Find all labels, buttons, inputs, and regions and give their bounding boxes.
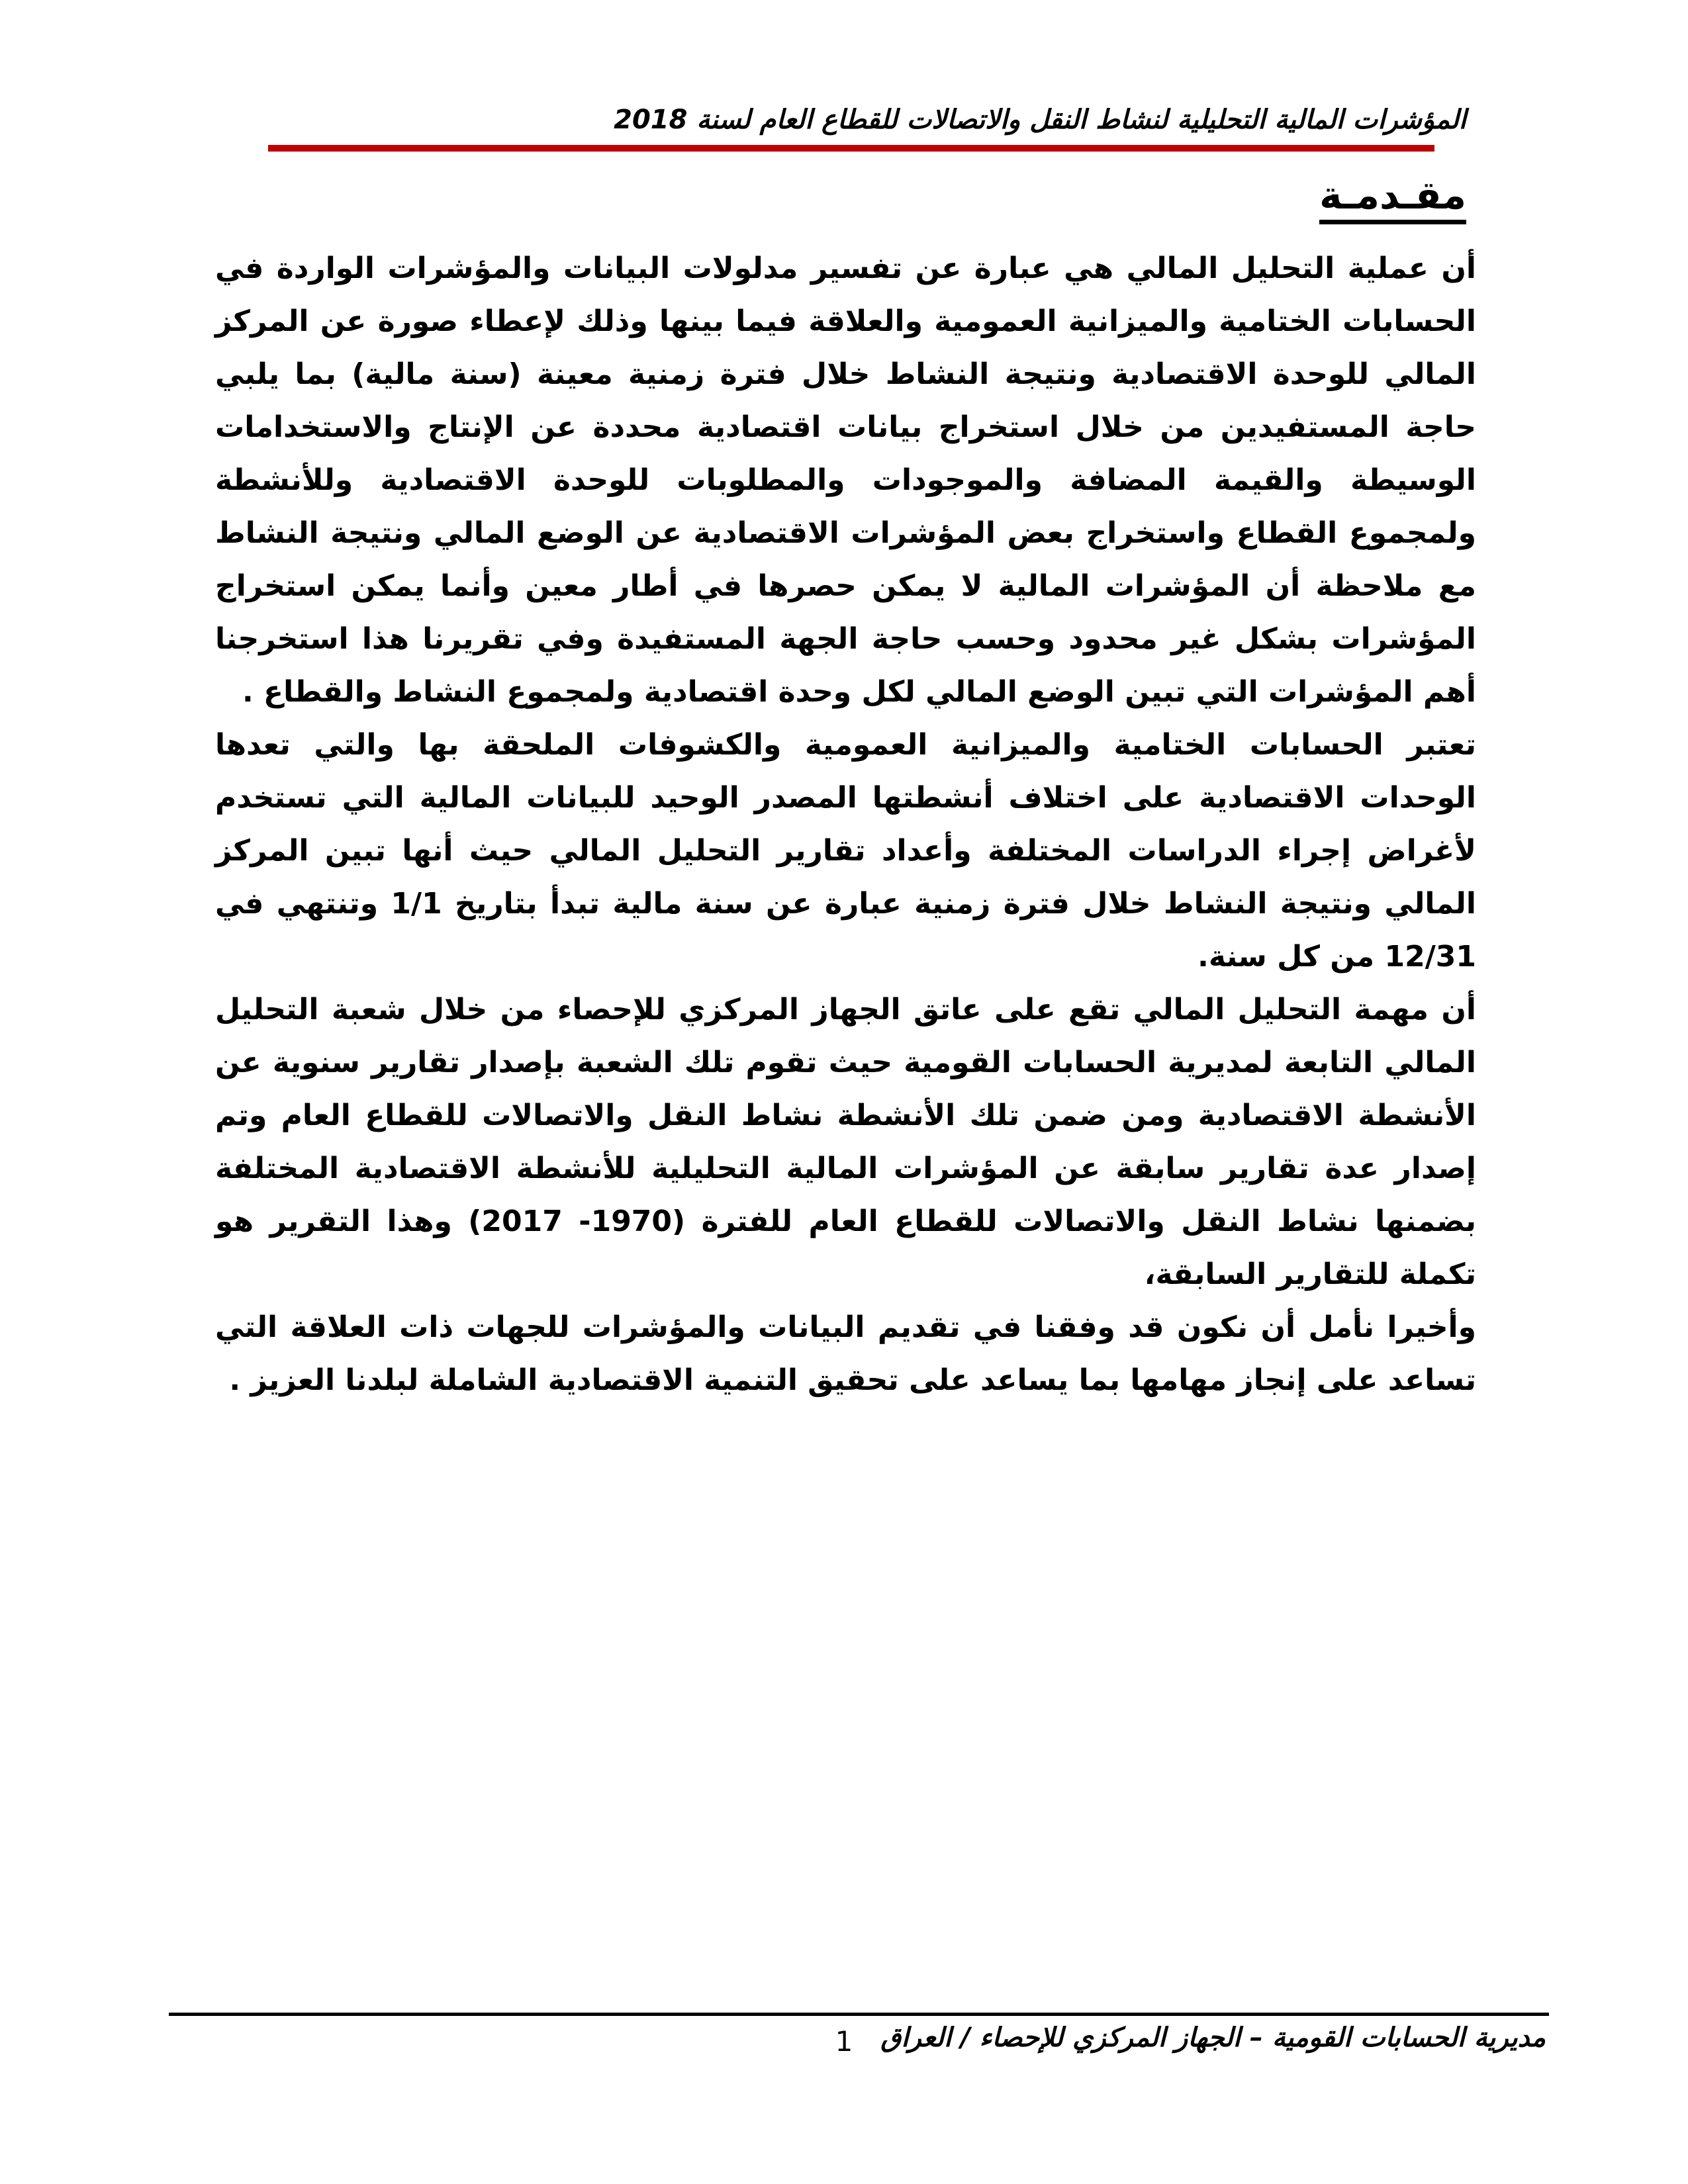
section-heading-text: مقـدمـة — [1319, 173, 1466, 224]
section-heading — [1319, 173, 1466, 224]
header-title: المؤشرات المالية التحليلية لنشاط النقل والاتصالات للقطاع العام لسنة 2018 — [614, 105, 1466, 135]
document-body — [215, 242, 1476, 1407]
footer-organization: مديرية الحسابات القومية – الجهاز المركزي للإحصاء / العراق — [880, 2023, 1546, 2053]
paragraph-intro: أن عملية التحليل المالي هي عبارة عن تفسير مدلولات البيانات والمؤشرات الواردة في الحسابات الختامية والميزانية العمومية والعلاقة فيما بينها وذلك لإعطاء صورة عن المركز المالي للوحدة الاقتصادية ونتيجة النشاط خلال فترة زمنية معينة (سنة مالية) بما يلبي حاجة المستفيدين من خلال استخراج بيانات اقتصادية محددة عن الإنتاج والاستخدامات الوسيطة والقيمة المضافة والموجودات والمطلوبات للوحدة الاقتصادية وللأنشطة ولمجموع القطاع واستخراج بعض المؤشرات الاقتصادية عن الوضع المالي ونتيجة النشاط مع ملاحظة أن المؤشرات المالية لا يمكن حصرها في أطار معين وأنما يمكن استخراج المؤشرات بشكل غير محدود وحسب حاجة الجهة المستفيدة وفي تقريرنا هذا استخرجنا أهم المؤشرات التي تبين الوضع المالي لكل وحدة اقتصادية ولمجموع النشاط والقطاع . — [215, 251, 1476, 709]
page-number: 1 — [835, 2025, 853, 2058]
header-rule — [268, 145, 1434, 152]
paragraph-analysis-task: أن مهمة التحليل المالي تقع على عاتق الجهاز المركزي للإحصاء من خلال شعبة التحليل المالي التابعة لمديرية الحسابات القومية حيث تقوم تلك الشعبة بإصدار تقارير سنوية عن الأنشطة الاقتصادية ومن ضمن تلك الأنشطة نشاط النقل والاتصالات للقطاع العام وتم إصدار عدة تقارير سابقة عن المؤشرات المالية التحليلية للأنشطة الاقتصادية المختلفة بضمنها نشاط النقل والاتصالات للقطاع العام للفترة (1970- 2017) وهذا التقرير هو تكملة للتقارير السابقة، — [215, 993, 1477, 1291]
footer-rule — [169, 2013, 1549, 2016]
paragraph-closing: وأخيرا نأمل أن نكون قد وفقنا في تقديم البيانات والمؤشرات للجهات ذات العلاقة التي تساعد على إنجاز مهامها بما يساعد على تحقيق التنمية الاقتصادية الشاملة لبلدنا العزيز . — [215, 1310, 1476, 1397]
paragraph-accounts-source: تعتبر الحسابات الختامية والميزانية العمومية والكشوفات الملحقة بها والتي تعدها الوحدات الاقتصادية على اختلاف أنشطتها المصدر الوحيد للبيانات المالية التي تستخدم لأغراض إجراء الدراسات المختلفة وأعداد تقارير التحليل المالي حيث أنها تبين المركز المالي ونتيجة النشاط خلال فترة زمنية عبارة عن سنة مالية تبدأ بتاريخ 1/1 وتنتهي في 12/31 من كل سنة. — [215, 728, 1476, 974]
page-header — [212, 99, 1466, 140]
